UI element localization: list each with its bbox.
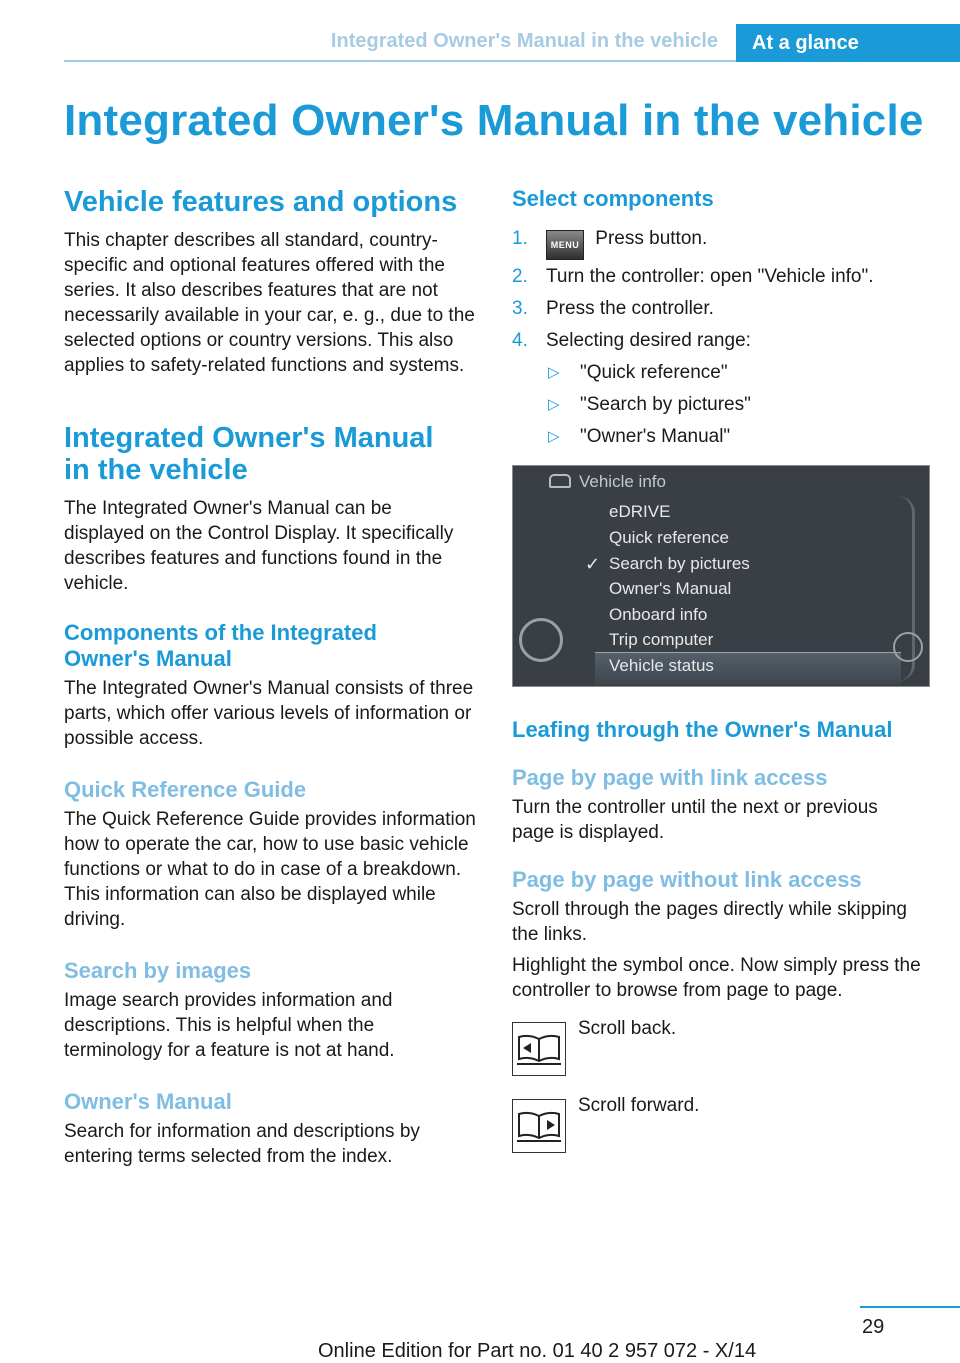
features-heading: Vehicle features and options (64, 186, 458, 218)
step-text: Turn the controller: open "Vehicle info". (546, 266, 874, 287)
owners-manual-text: Search for information and descriptions by entering terms selected from the index. (64, 1121, 420, 1167)
scroll-forward-label: Scroll forward. (578, 1095, 700, 1116)
footer-rule (860, 1306, 960, 1308)
triangle-bullet-icon: ▷ (548, 364, 560, 381)
step-item (512, 296, 922, 321)
components-heading: Components of the Integrated Owner's Manual (64, 620, 377, 671)
book-back-icon (512, 1022, 566, 1076)
header-section-title: Integrated Owner's Manual in the vehicle (330, 30, 718, 52)
screen-menu-item: Trip computer (609, 630, 714, 649)
steps-list (512, 226, 922, 353)
scroll-forward-row (512, 1093, 922, 1163)
screen-menu-item: Owner's Manual (609, 579, 732, 598)
range-option-label: "Search by pictures" (580, 394, 751, 415)
page-title: Integrated Owner's Manual in the vehicle (64, 96, 924, 145)
vehicle-info-screenshot (512, 465, 930, 687)
quick-reference-text: The Quick Reference Guide provides information how to operate the car, how to use basic vehicle functions or what to do in case of a breakdown. This information can also be displayed while driving. (64, 809, 476, 930)
footer-edition: Online Edition for Part no. 01 40 2 957 072 - X/14 (318, 1340, 757, 1362)
header-chapter-tab: At a glance (736, 24, 960, 62)
leafing-heading: Leafing through the Owner's Manual (512, 717, 893, 742)
checkmark-icon: ✓ (585, 554, 601, 574)
step-item (512, 264, 922, 289)
no-link-access-text: Scroll through the pages directly while skipping the links. (512, 899, 907, 945)
components-text: The Integrated Owner's Manual consists of three parts, which offer various levels of information or possible access. (64, 678, 474, 749)
range-option (512, 392, 922, 417)
select-components-heading: Select components (512, 186, 714, 211)
range-option (512, 360, 922, 385)
range-option-label: "Quick reference" (580, 362, 728, 383)
search-by-images-heading: Search by images (64, 958, 252, 983)
step-text: Press the controller. (546, 298, 714, 319)
step-number: 3. (512, 298, 528, 319)
menu-button-icon: MENU (546, 230, 584, 260)
step-item (512, 226, 922, 260)
screen-menu-item: eDRIVE (609, 502, 671, 521)
step-item (512, 328, 922, 353)
step-text: Selecting desired range: (546, 330, 751, 351)
browse-instruction-text: Highlight the symbol once. Now simply press the controller to browse from page to page. (512, 955, 921, 1001)
right-column (512, 186, 922, 1163)
iom-heading: Integrated Owner's Manual in the vehicle (64, 422, 434, 486)
step-number: 1. (512, 228, 528, 249)
scroll-back-row (512, 1016, 922, 1086)
range-option (512, 424, 922, 449)
quick-reference-heading: Quick Reference Guide (64, 777, 307, 802)
screen-title: Vehicle info (579, 472, 666, 491)
iom-text: The Integrated Owner's Manual can be displayed on the Control Display. It specifically describes features and functions found in the vehicle. (64, 498, 454, 594)
link-access-text: Turn the controller until the next or previous page is displayed. (512, 797, 878, 843)
triangle-bullet-icon: ▷ (548, 428, 560, 445)
scroll-back-label: Scroll back. (578, 1018, 677, 1039)
screen-menu-item: Quick reference (609, 528, 729, 547)
owners-manual-heading: Owner's Manual (64, 1089, 232, 1114)
link-access-heading: Page by page with link access (512, 765, 828, 790)
screen-menu-item: Onboard info (609, 605, 708, 624)
car-icon (549, 474, 571, 488)
step-number: 4. (512, 330, 528, 351)
screen-menu-item: Search by pictures (609, 554, 750, 573)
header-rule (64, 60, 736, 62)
no-link-access-heading: Page by page without link access (512, 867, 862, 892)
triangle-bullet-icon: ▷ (548, 396, 560, 413)
car-circle-icon (893, 632, 923, 662)
range-options-list (512, 360, 922, 449)
features-text: This chapter describes all standard, country-specific and optional features offered with the series. It also describes features that are not necessarily available in your car, e. g., due to the selected options or country versions. This also applies to safety-related functions and systems. (64, 230, 475, 376)
screen-menu-item: Vehicle status (609, 656, 714, 675)
step-number: 2. (512, 266, 528, 287)
step-text: Press button. (595, 228, 708, 249)
page-number: 29 (862, 1316, 885, 1338)
left-column (64, 186, 476, 1169)
book-forward-icon (512, 1099, 566, 1153)
search-by-images-text: Image search provides information and descriptions. This is helpful when the terminology for a feature is not at hand. (64, 990, 395, 1061)
controller-knob-icon (519, 618, 563, 662)
range-option-label: "Owner's Manual" (580, 426, 731, 447)
